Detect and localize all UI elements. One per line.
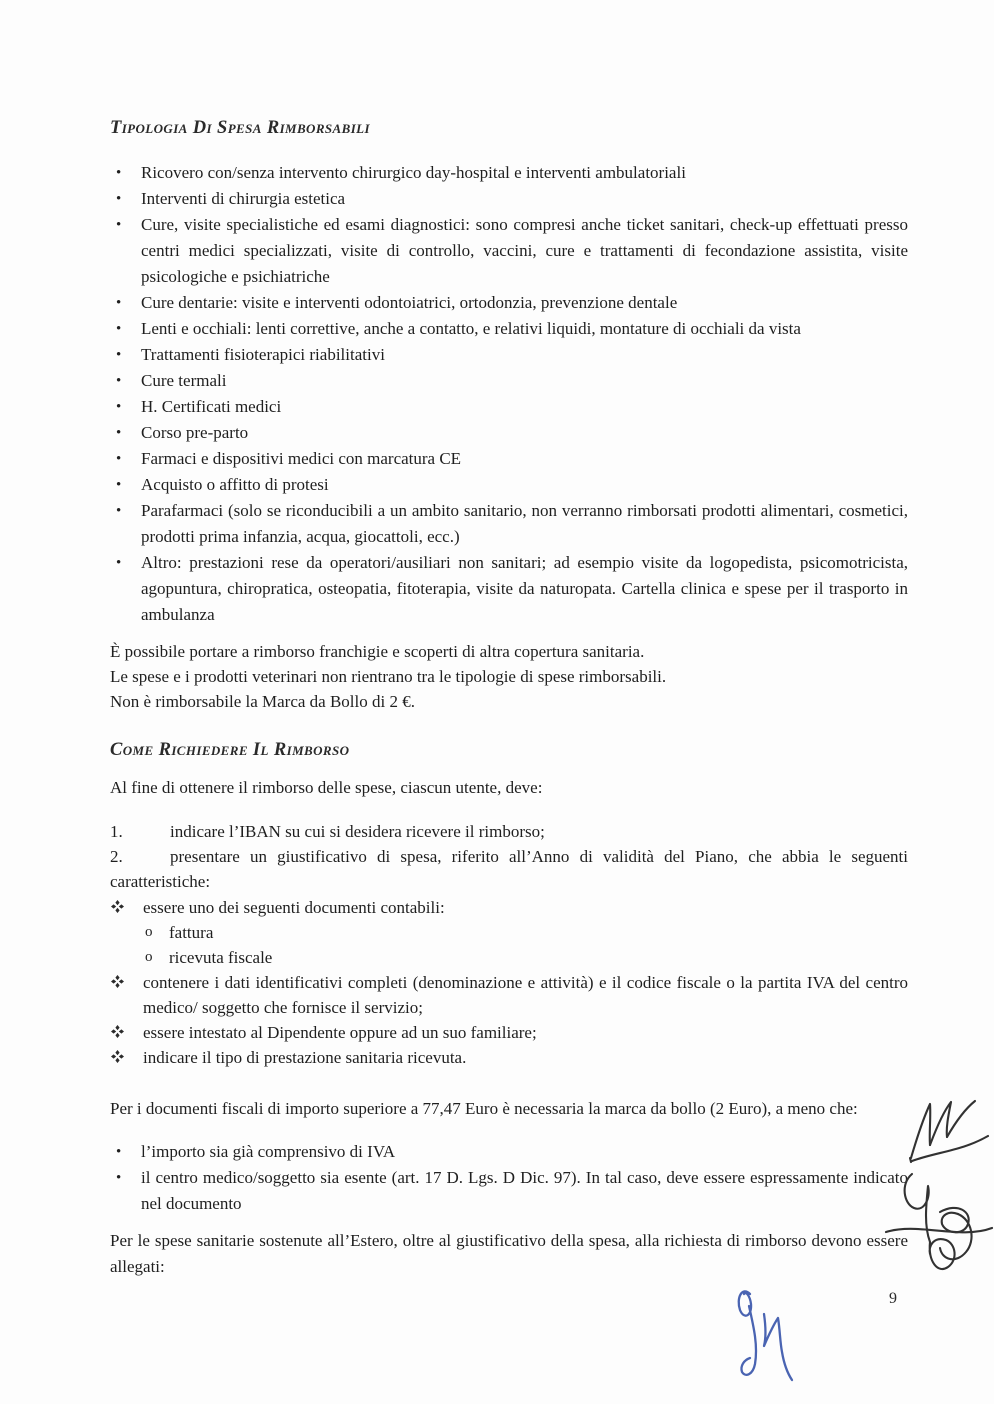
requirement-item [110, 1020, 908, 1045]
list-item-text: il centro medico/soggetto sia esente (art. 17 D. Lgs. D Dic. 97). In tal caso, deve essere espressamente indicato nel documento [141, 1168, 908, 1213]
list-item-text: Trattamenti fisioterapici riabilitativi [141, 345, 385, 364]
bullet-icon: • [116, 555, 122, 571]
section-heading-tipologia: Tipologia Di Spesa Rimborsabili [110, 118, 370, 138]
section-heading-rimborso: Come Richiedere Il Rimborso [110, 740, 350, 760]
bollo-paragraph: Per i documenti fiscali di importo superiore a 77,47 Euro è necessaria la marca da bollo (2 Euro), a meno che: [110, 1099, 858, 1118]
diamond-bullet-icon [111, 1050, 124, 1063]
numbered-item [110, 819, 908, 844]
bullet-icon: • [116, 217, 122, 233]
numbered-item-text: presentare un giustificativo di spesa, riferito all’Anno di validità del Piano, che abbia le seguenti caratteristiche: [110, 847, 908, 891]
bullet-icon: • [116, 425, 122, 441]
requirement-text: essere uno dei seguenti documenti contabili: [143, 898, 445, 917]
list-item [110, 342, 908, 368]
requirement-item [110, 895, 908, 920]
list-item [110, 160, 908, 186]
item-number: 1. [110, 822, 123, 841]
note-line: Non è rimborsabile la Marca da Bollo di 2 €. [110, 692, 415, 711]
list-item-text: Parafarmaci (solo se riconducibili a un ambito sanitario, non verranno rimborsati prodotti alimentari, cosmetici, prodotti prima infanzia, acqua, giocattoli, ecc.) [141, 501, 908, 546]
list-item [110, 1165, 908, 1217]
list-item-text: Farmaci e dispositivi medici con marcatura CE [141, 449, 462, 468]
list-item-text: Cure dentarie: visite e interventi odontoiatrici, ortodonzia, prevenzione dentale [141, 293, 678, 312]
bullet-icon: • [116, 165, 122, 181]
handwritten-signature-mid-right [884, 1168, 994, 1280]
note-line: È possibile portare a rimborso franchigie e scoperti di altra copertura sanitaria. [110, 642, 645, 661]
list-item-text: H. Certificati medici [141, 397, 282, 416]
requirements-list [110, 895, 908, 1070]
bullet-icon: • [116, 321, 122, 337]
list-item [110, 498, 908, 550]
tipologia-bullet-list [110, 160, 908, 628]
list-item-text: Cure, visite specialistiche ed esami diagnostici: sono compresi anche ticket sanitari, check-up effettuati presso centri medici specializzati, visite di controllo, vaccini, cure e trattamenti di fecondazione assistita, visite psicologiche e psichiatriche [141, 215, 908, 286]
requirement-text: indicare il tipo di prestazione sanitaria ricevuta. [143, 1048, 467, 1067]
requirement-text: contenere i dati identificativi completi (denominazione e attività) e il codice fiscale o la partita IVA del centro medico/ soggetto che fornisce il servizio; [143, 973, 908, 1017]
list-item [110, 186, 908, 212]
list-item [110, 1139, 908, 1165]
page-number: 9 [889, 1290, 897, 1307]
list-item-text: Interventi di chirurgia estetica [141, 189, 346, 208]
handwritten-signature-top-right [902, 1095, 990, 1167]
numbered-list [110, 819, 908, 894]
list-item [110, 212, 908, 290]
list-item-text: Corso pre-parto [141, 423, 249, 442]
bullet-icon: • [116, 399, 122, 415]
diamond-bullet-icon [111, 900, 124, 913]
estero-paragraph: Per le spese sanitarie sostenute all’Estero, oltre al giustificativo della spesa, alla richiesta di rimborso devono essere allegati: [110, 1231, 908, 1276]
list-item-text: l’importo sia già comprensivo di IVA [141, 1142, 396, 1161]
sub-item-text: fattura [169, 923, 214, 942]
bullet-icon: • [116, 1144, 122, 1160]
diamond-bullet-icon [111, 1025, 124, 1038]
sub-item-text: ricevuta fiscale [169, 948, 273, 967]
bullet-icon: • [116, 347, 122, 363]
document-content [110, 118, 908, 1280]
bullet-icon: • [116, 477, 122, 493]
circle-bullet-icon: o [145, 949, 153, 965]
bullet-icon: • [116, 373, 122, 389]
list-item-text: Altro: prestazioni rese da operatori/ausiliari non sanitari; ad esempio visite da logopedista, psicomotricista, agopuntura, chiropratica, osteopatia, fitoterapia, visite da naturopata. Cartella clinica e spese per il trasporto in ambulanza [141, 553, 908, 624]
sub-list-item [143, 920, 908, 945]
list-item-text: Ricovero con/senza intervento chirurgico day-hospital e interventi ambulatoriali [141, 163, 686, 182]
numbered-item [110, 844, 908, 894]
list-item [110, 368, 908, 394]
handwritten-signature-bottom-center [728, 1284, 808, 1384]
list-item [110, 472, 908, 498]
list-item-text: Lenti e occhiali: lenti correttive, anche a contatto, e relativi liquidi, montature di occhiali da vista [141, 319, 801, 338]
list-item [110, 446, 908, 472]
circle-bullet-icon: o [145, 924, 153, 940]
bullet-icon: • [116, 451, 122, 467]
bullet-icon: • [116, 1170, 122, 1186]
bollo-exceptions-list [110, 1139, 908, 1217]
list-item [110, 290, 908, 316]
list-item [110, 420, 908, 446]
bullet-icon: • [116, 191, 122, 207]
bullet-icon: • [116, 295, 122, 311]
requirement-item [110, 1045, 908, 1070]
diamond-bullet-icon [111, 975, 124, 988]
requirement-text: essere intestato al Dipendente oppure ad un suo familiare; [143, 1023, 537, 1042]
bullet-icon: • [116, 503, 122, 519]
numbered-item-text: indicare l’IBAN su cui si desidera ricevere il rimborso; [170, 822, 545, 841]
sub-list-item [143, 945, 908, 970]
list-item [110, 316, 908, 342]
note-line: Le spese e i prodotti veterinari non rientrano tra le tipologie di spese rimborsabili. [110, 667, 667, 686]
notes-paragraph [110, 639, 908, 714]
list-item [110, 550, 908, 628]
list-item-text: Cure termali [141, 371, 227, 390]
requirement-item [110, 970, 908, 1020]
item-number: 2. [110, 847, 123, 866]
list-item-text: Acquisto o affitto di protesi [141, 475, 329, 494]
list-item [110, 394, 908, 420]
rimborso-intro: Al fine di ottenere il rimborso delle spese, ciascun utente, deve: [110, 778, 543, 797]
